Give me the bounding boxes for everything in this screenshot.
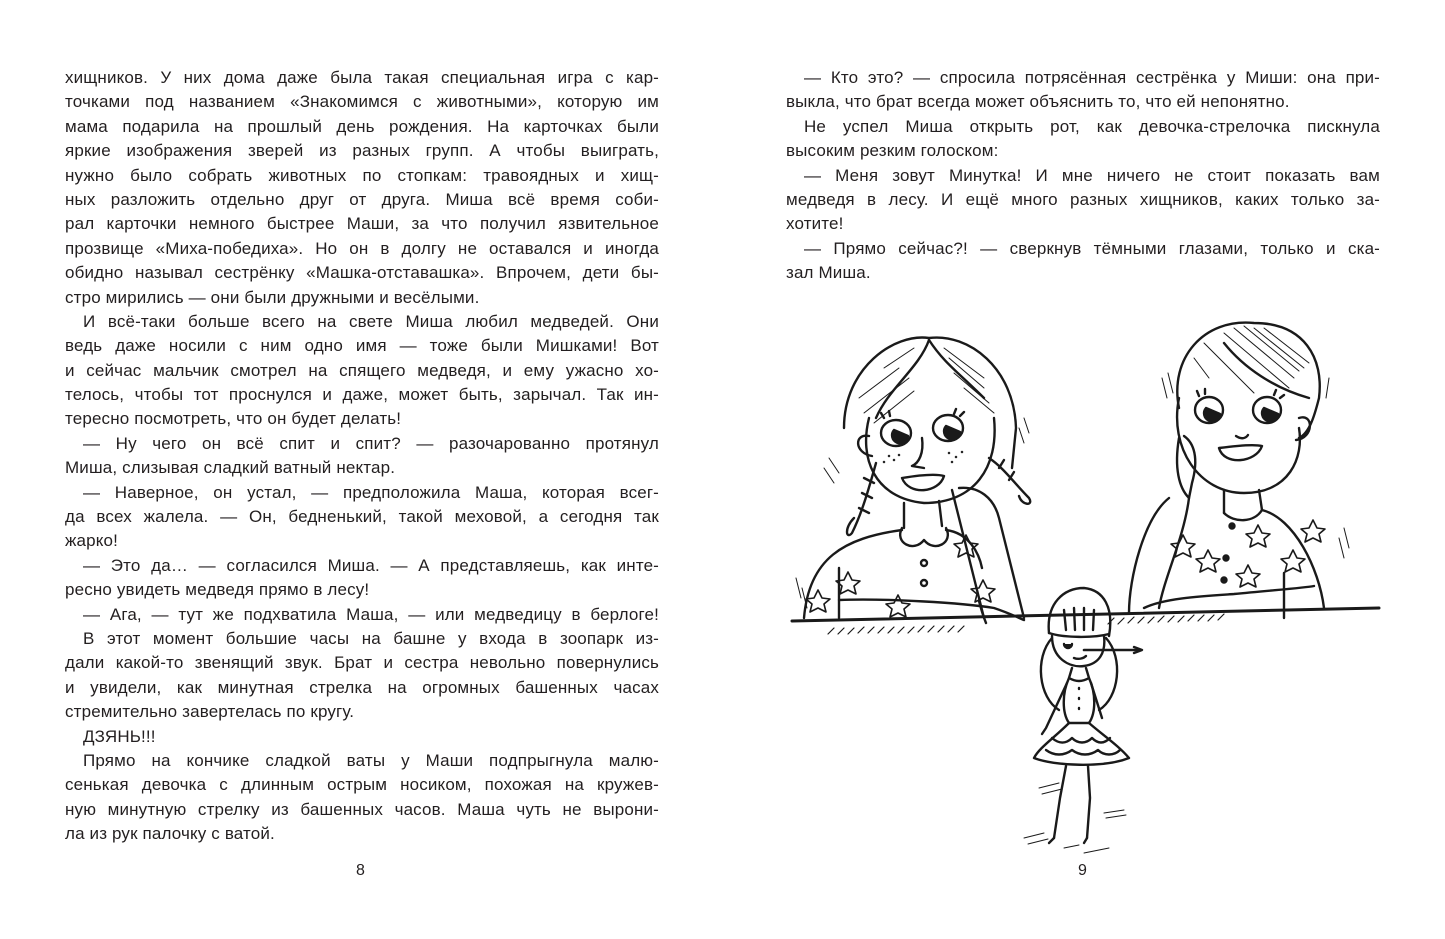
- right-page: [722, 0, 1445, 939]
- text-line: — Ага, — тут же подхватила Маша, — или медведицу в берлоге!: [83, 604, 659, 624]
- text-line: точками под названием «Знакомимся с животными», которую им: [65, 92, 659, 112]
- text-line: Миша, слизывая сладкий ватный нектар.: [65, 458, 396, 478]
- text-line: медведя в лесу. И ещё много разных хищников, каких только за-: [786, 189, 1380, 209]
- text-line: зал Миша.: [786, 263, 871, 283]
- table-edge-icon: [792, 608, 1379, 634]
- text-line: и сейчас мальчик смотрел на спящего медведя, и ему ужасно хо-: [65, 360, 659, 380]
- girl-masha-drawing: [796, 338, 1030, 623]
- text-line: и увидели, как минутная стрелка на огромных башенных часах: [65, 677, 659, 697]
- text-line: да всех жалела. — Он, бедненький, такой меховой, а сегодня так: [65, 507, 659, 527]
- text-line: В этот момент большие часы на башне у входа в зоопарк из-: [83, 628, 659, 648]
- text-line: дали какой-то звенящий звук. Брат и сестра невольно повернулись: [65, 653, 659, 673]
- text-line: рал карточки немного быстрее Маши, за что получил язвительное: [65, 214, 659, 234]
- right-page-text: [786, 66, 1380, 286]
- text-line: яркие изображения зверей из разных групп. А чтобы выиграть,: [65, 141, 659, 161]
- text-line: телось, чтобы тот проснулся и даже, может быть, зарычал. Так ин-: [65, 385, 659, 405]
- illustration-children-and-minutka: [784, 318, 1384, 858]
- text-line: высоким резким голоском:: [786, 141, 999, 161]
- text-line: хищников. У них дома даже была такая специальная игра с кар-: [65, 68, 659, 87]
- text-line: хотите!: [786, 214, 844, 234]
- text-line: выкла, что брат всегда может объяснить то, что ей непонятно.: [786, 92, 1290, 112]
- text-line: ведь даже носили с ним одно имя — тоже были Мишками! Вот: [65, 336, 659, 356]
- left-page: [0, 0, 722, 939]
- text-line: прозвище «Миха-победиха». Но он в долгу не оставался и иногда: [65, 238, 659, 258]
- text-line: ресно увидеть медведя прямо в лесу!: [65, 580, 370, 600]
- text-line: стро мирились — они были дружными и весёлыми.: [65, 287, 480, 307]
- text-line: тересно посмотреть, что он будет делать!: [65, 409, 402, 429]
- text-line: — Меня зовут Минутка! И мне ничего не стоит показать вам: [804, 165, 1380, 185]
- text-line: — Наверное, он устал, — предположила Маша, которая всег-: [83, 482, 659, 502]
- text-line: ных разложить отдельно друг от друга. Миша всё время соби-: [65, 189, 659, 209]
- text-line: ную минутную стрелку из башенных часов. Маша чуть не вырони-: [65, 799, 659, 819]
- text-line: жарко!: [65, 531, 118, 551]
- text-line: нужно было собрать животных по стопкам: травоядных и хищ-: [65, 165, 659, 185]
- text-line: — Это да… — согласился Миша. — А представляешь, как инте-: [83, 555, 659, 575]
- text-line: Не успел Миша открыть рот, как девочка-стрелочка пискнула: [804, 116, 1380, 136]
- text-line: сенькая девочка с длинным острым носиком, похожая на кружев-: [65, 775, 659, 795]
- text-line: — Прямо сейчас?! — сверкнув тёмными глазами, только и ска-: [804, 238, 1380, 258]
- boy-misha-drawing: [1129, 323, 1349, 618]
- minutka-drawing: [1024, 588, 1142, 853]
- left-page-text: [65, 66, 659, 847]
- text-line: И всё-таки больше всего на свете Миша любил медведей. Они: [83, 311, 659, 331]
- text-line: ДЗЯНЬ!!!: [83, 726, 156, 746]
- text-line: стремительно завертелась по кругу.: [65, 702, 355, 722]
- text-line: Прямо на кончике сладкой ваты у Маши подпрыгнула малю-: [83, 750, 659, 770]
- text-line: — Ну чего он всё спит и спит? — разочарованно протянул: [83, 433, 659, 453]
- page-number-right: 9: [1078, 862, 1087, 879]
- text-line: ла из рук палочку с ватой.: [65, 824, 275, 844]
- text-line: — Кто это? — спросила потрясённая сестрёнка у Миши: она при-: [804, 68, 1380, 87]
- text-line: обидно называл сестрёнку «Машка-отставашка». Впрочем, дети бы-: [65, 263, 659, 283]
- page-number-left: 8: [356, 862, 365, 879]
- text-line: мама подарила на прошлый день рождения. На карточках были: [65, 116, 659, 136]
